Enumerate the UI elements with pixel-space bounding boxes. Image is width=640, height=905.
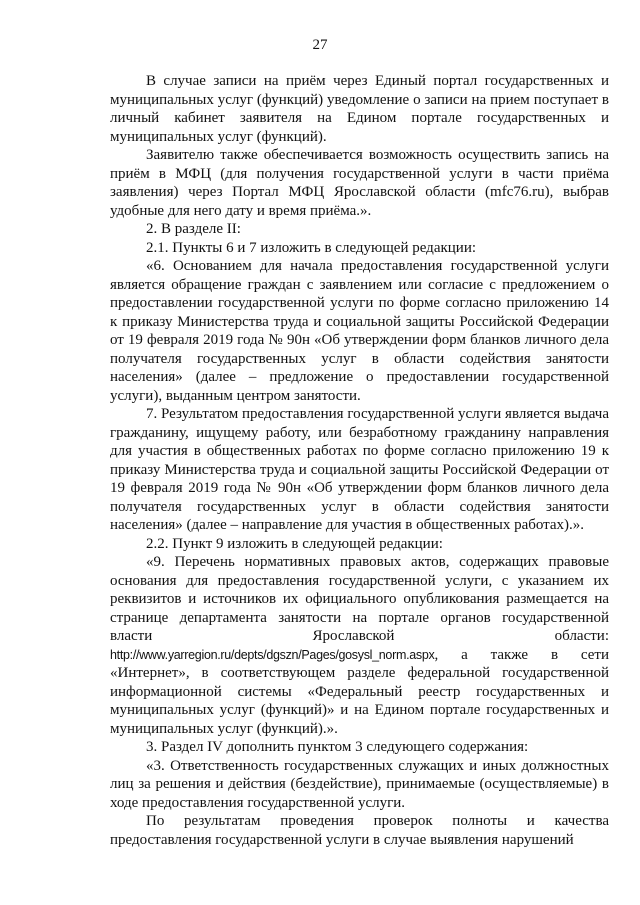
paragraph-item-9 xyxy=(110,553,609,738)
paragraph-epgu-notice: В случае записи на приём через Единый портал государственных и муниципальных услуг (функций) уведомление о записи на прием поступает в личный кабинет заявителя на Едином портале государственных и муниципальных услуг (функций). xyxy=(110,73,609,145)
paragraph-section-4: 3. Раздел IV дополнить пунктом 3 следующего содержания: xyxy=(146,739,529,755)
page-number: 27 xyxy=(312,37,328,53)
paragraph-inspection-results: По результатам проведения проверок полноты и качества предоставления государственной услуги в случае выявления нарушений xyxy=(110,813,609,848)
paragraph-responsibility: «3. Ответственность государственных служащих и иных должностных лиц за решения и действия (бездействие), принимаемые (осуществляемые) в ходе предоставления государственной услуги. xyxy=(110,757,609,811)
document-body xyxy=(110,72,609,849)
paragraph-item-6: «6. Основанием для начала предоставления государственной услуги является обращение граждан с заявлением или согласие с предложением о предоставлении государственной услуги по форме согласно приложению 14 к приказу Министерства труда и социальной защиты Российской Федерации от 19 февраля 2019 года № 90н «Об утверждении форм бланков личного дела получателя государственных услуг в области содействия занятости населения» (далее – предложение о предоставлении государственной услуги), выданным центром занятости. xyxy=(110,258,609,404)
paragraph-2-1: 2.1. Пункты 6 и 7 изложить в следующей редакции: xyxy=(146,239,477,256)
regulations-url: http://www.yarregion.ru/depts/dgszn/Pages/gosysl_norm.aspx xyxy=(110,647,435,662)
item-9-text-end: , а также в сети «Интернет», в соответствующем разделе федеральной государственной информационной системы «Федеральный реестр государственных и муниципальных услуг (функций)» и на Едином портале государственных и муниципальных услуг (функций).». xyxy=(110,646,609,737)
paragraph-item-7: 7. Результатом предоставления государственной услуги является выдача гражданину, ищущему работу, или безработному гражданину направления для участия в общественных работах по форме согласно приложению 19 к приказу Министерства труда и социальной защиты Российской Федерации от 19 февраля 2019 года № 90н «Об утверждении форм бланков личного дела получателя государственных услуг в области содействия занятости населения» (далее – направление для участия в общественных работах).». xyxy=(110,406,609,533)
item-9-text: «9. Перечень нормативных правовых актов, содержащих правовые основания для предоставления государственной услуги, с указанием их реквизитов и источников их официального опубликования размещается на странице департамента занятости на портале органов государственной власти Ярославской области: xyxy=(110,554,609,644)
paragraph-section-2: 2. В разделе II: xyxy=(146,221,241,237)
paragraph-2-2: 2.2. Пункт 9 изложить в следующей редакции: xyxy=(146,535,443,552)
paragraph-mfc-booking: Заявителю также обеспечивается возможность осуществить запись на приём в МФЦ (для получения государственной услуги в части приёма заявления) через Портал МФЦ Ярославской области (mfc76.ru), выбрав удобные для него дату и время приёма.». xyxy=(110,147,609,219)
